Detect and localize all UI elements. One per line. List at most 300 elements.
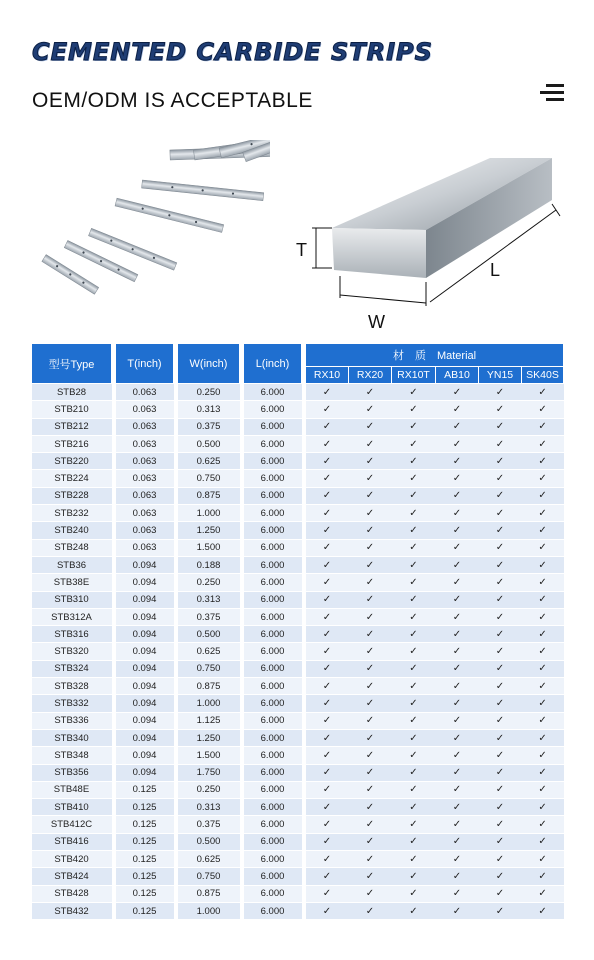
type-cell: STB336 [32,712,112,729]
material-check-cell: ✓ [349,574,392,591]
t-cell: 0.063 [116,487,174,504]
type-cell: STB248 [32,539,112,556]
l-cell: 6.000 [244,902,302,919]
w-cell: 0.313 [178,401,240,418]
w-cell: 0.875 [178,885,240,902]
material-check-cell: ✓ [349,799,392,816]
w-cell: 0.500 [178,435,240,452]
material-check-cell: ✓ [479,781,522,798]
material-check-cell: ✓ [522,418,564,435]
w-cell: 1.125 [178,712,240,729]
type-cell: STB420 [32,851,112,868]
type-cell: STB432 [32,902,112,919]
material-check-cell: ✓ [349,401,392,418]
t-cell: 0.125 [116,902,174,919]
material-check-cell: ✓ [436,401,479,418]
type-cell: STB316 [32,626,112,643]
material-check-cell: ✓ [306,608,349,625]
material-check-cell: ✓ [522,833,564,850]
w-cell: 0.375 [178,608,240,625]
material-check-cell: ✓ [522,384,564,401]
material-check-cell: ✓ [349,764,392,781]
material-check-cell: ✓ [479,764,522,781]
material-check-cell: ✓ [392,539,436,556]
material-check-cell: ✓ [392,868,436,885]
material-check-cell: ✓ [522,470,564,487]
material-check-cell: ✓ [436,626,479,643]
material-check-cell: ✓ [306,781,349,798]
l-cell: 6.000 [244,591,302,608]
col-header-t: T(inch) [116,344,174,384]
material-check-cell: ✓ [522,729,564,746]
material-check-cell: ✓ [522,799,564,816]
w-cell: 0.625 [178,851,240,868]
type-cell: STB416 [32,833,112,850]
material-check-cell: ✓ [522,678,564,695]
table-row [32,868,564,885]
l-cell: 6.000 [244,729,302,746]
material-check-cell: ✓ [349,729,392,746]
material-check-cell: ✓ [392,505,436,522]
type-cell: STB212 [32,418,112,435]
type-cell: STB28 [32,384,112,401]
material-check-cell: ✓ [479,608,522,625]
table-row [32,626,564,643]
table-row [32,695,564,712]
material-check-cell: ✓ [479,851,522,868]
material-check-cell: ✓ [479,678,522,695]
t-cell: 0.094 [116,608,174,625]
material-check-cell: ✓ [436,729,479,746]
material-check-cell: ✓ [349,678,392,695]
w-cell: 0.875 [178,487,240,504]
t-cell: 0.094 [116,626,174,643]
material-check-cell: ✓ [479,902,522,919]
material-check-cell: ✓ [479,868,522,885]
material-check-cell: ✓ [392,695,436,712]
w-cell: 0.250 [178,384,240,401]
l-cell: 6.000 [244,833,302,850]
t-cell: 0.094 [116,712,174,729]
table-row [32,678,564,695]
table-row [32,608,564,625]
material-check-cell: ✓ [349,885,392,902]
material-check-cell: ✓ [392,816,436,833]
material-check-cell: ✓ [436,608,479,625]
t-cell: 0.094 [116,556,174,573]
material-check-cell: ✓ [522,574,564,591]
material-check-cell: ✓ [306,505,349,522]
material-check-cell: ✓ [392,487,436,504]
material-check-cell: ✓ [306,453,349,470]
w-cell: 0.500 [178,833,240,850]
material-check-cell: ✓ [349,868,392,885]
l-cell: 6.000 [244,453,302,470]
col-header-type: 型号Type [32,344,112,384]
l-cell: 6.000 [244,574,302,591]
material-check-cell: ✓ [306,435,349,452]
type-cell: STB216 [32,435,112,452]
table-row [32,833,564,850]
material-check-cell: ✓ [436,505,479,522]
l-cell: 6.000 [244,660,302,677]
material-check-cell: ✓ [522,695,564,712]
l-cell: 6.000 [244,868,302,885]
material-check-cell: ✓ [479,401,522,418]
table-row [32,816,564,833]
t-cell: 0.063 [116,453,174,470]
type-cell: STB340 [32,729,112,746]
material-check-cell: ✓ [479,712,522,729]
material-check-cell: ✓ [436,453,479,470]
w-cell: 0.625 [178,643,240,660]
material-check-cell: ✓ [392,781,436,798]
table-row [32,747,564,764]
material-check-cell: ✓ [392,626,436,643]
w-cell: 0.250 [178,781,240,798]
material-check-cell: ✓ [306,626,349,643]
l-cell: 6.000 [244,781,302,798]
material-check-cell: ✓ [479,799,522,816]
material-check-cell: ✓ [479,539,522,556]
w-cell: 0.750 [178,470,240,487]
material-check-cell: ✓ [479,695,522,712]
w-cell: 1.000 [178,505,240,522]
table-row [32,539,564,556]
material-check-cell: ✓ [522,626,564,643]
material-check-cell: ✓ [392,384,436,401]
w-cell: 1.250 [178,522,240,539]
material-check-cell: ✓ [392,902,436,919]
material-check-cell: ✓ [522,539,564,556]
material-check-cell: ✓ [436,885,479,902]
type-cell: STB332 [32,695,112,712]
dimension-t-label: T [296,240,307,260]
material-check-cell: ✓ [349,816,392,833]
table-row [32,505,564,522]
w-cell: 0.250 [178,574,240,591]
material-check-cell: ✓ [436,435,479,452]
material-check-cell: ✓ [306,816,349,833]
material-check-cell: ✓ [349,833,392,850]
material-check-cell: ✓ [479,660,522,677]
l-cell: 6.000 [244,643,302,660]
type-cell: STB320 [32,643,112,660]
material-check-cell: ✓ [522,643,564,660]
type-cell: STB328 [32,678,112,695]
material-check-cell: ✓ [522,453,564,470]
table-row [32,401,564,418]
material-check-cell: ✓ [436,678,479,695]
t-cell: 0.125 [116,851,174,868]
material-check-cell: ✓ [306,470,349,487]
table-row [32,435,564,452]
material-check-cell: ✓ [522,851,564,868]
material-check-cell: ✓ [479,418,522,435]
w-cell: 0.375 [178,816,240,833]
material-check-cell: ✓ [522,902,564,919]
l-cell: 6.000 [244,695,302,712]
material-check-cell: ✓ [479,747,522,764]
t-cell: 0.063 [116,401,174,418]
material-check-cell: ✓ [392,660,436,677]
material-check-cell: ✓ [306,660,349,677]
w-cell: 1.750 [178,764,240,781]
w-cell: 0.313 [178,591,240,608]
l-cell: 6.000 [244,539,302,556]
l-cell: 6.000 [244,885,302,902]
l-cell: 6.000 [244,556,302,573]
l-cell: 6.000 [244,384,302,401]
type-cell: STB348 [32,747,112,764]
table-row [32,591,564,608]
type-cell: STB38E [32,574,112,591]
material-check-cell: ✓ [436,556,479,573]
l-cell: 6.000 [244,487,302,504]
material-check-cell: ✓ [436,851,479,868]
table-row [32,522,564,539]
material-check-cell: ✓ [349,781,392,798]
material-check-cell: ✓ [392,522,436,539]
material-check-cell: ✓ [436,781,479,798]
strip-shape [142,180,264,201]
t-cell: 0.063 [116,505,174,522]
material-check-cell: ✓ [522,712,564,729]
l-cell: 6.000 [244,418,302,435]
material-header-5: SK40S [522,367,564,384]
l-cell: 6.000 [244,401,302,418]
l-cell: 6.000 [244,816,302,833]
material-check-cell: ✓ [522,608,564,625]
type-cell: STB428 [32,885,112,902]
col-header-l: L(inch) [244,344,302,384]
t-cell: 0.125 [116,781,174,798]
material-check-cell: ✓ [522,401,564,418]
material-check-cell: ✓ [349,418,392,435]
material-check-cell: ✓ [392,799,436,816]
material-check-cell: ✓ [479,435,522,452]
material-check-cell: ✓ [306,487,349,504]
type-cell: STB410 [32,799,112,816]
material-check-cell: ✓ [479,453,522,470]
t-cell: 0.125 [116,868,174,885]
material-check-cell: ✓ [479,384,522,401]
l-cell: 6.000 [244,851,302,868]
material-check-cell: ✓ [479,556,522,573]
material-check-cell: ✓ [436,539,479,556]
type-cell: STB356 [32,764,112,781]
type-cell: STB240 [32,522,112,539]
l-cell: 6.000 [244,522,302,539]
material-check-cell: ✓ [349,591,392,608]
material-check-cell: ✓ [479,574,522,591]
type-cell: STB48E [32,781,112,798]
material-check-cell: ✓ [392,608,436,625]
l-cell: 6.000 [244,470,302,487]
table-row [32,643,564,660]
material-check-cell: ✓ [522,781,564,798]
type-cell: STB424 [32,868,112,885]
w-cell: 0.188 [178,556,240,573]
l-cell: 6.000 [244,608,302,625]
t-cell: 0.094 [116,643,174,660]
table-row [32,729,564,746]
material-check-cell: ✓ [479,626,522,643]
table-row [32,851,564,868]
table-row [32,902,564,919]
material-check-cell: ✓ [479,470,522,487]
table-row [32,712,564,729]
material-check-cell: ✓ [436,591,479,608]
spec-table [31,343,564,920]
w-cell: 1.500 [178,747,240,764]
table-row [32,574,564,591]
material-check-cell: ✓ [349,556,392,573]
material-header-0: RX10 [306,367,349,384]
material-check-cell: ✓ [392,764,436,781]
material-check-cell: ✓ [306,851,349,868]
page-title: CEMENTED CARBIDE STRIPS [32,38,433,66]
material-check-cell: ✓ [392,729,436,746]
material-check-cell: ✓ [436,384,479,401]
t-cell: 0.125 [116,833,174,850]
material-check-cell: ✓ [349,522,392,539]
material-check-cell: ✓ [392,678,436,695]
dimension-l-label: L [490,260,501,280]
material-check-cell: ✓ [306,556,349,573]
t-cell: 0.094 [116,678,174,695]
material-check-cell: ✓ [349,608,392,625]
material-check-cell: ✓ [306,401,349,418]
t-cell: 0.063 [116,470,174,487]
t-cell: 0.063 [116,539,174,556]
t-cell: 0.094 [116,591,174,608]
material-check-cell: ✓ [479,885,522,902]
material-check-cell: ✓ [306,764,349,781]
material-header-4: YN15 [479,367,522,384]
type-cell: STB220 [32,453,112,470]
w-cell: 0.875 [178,678,240,695]
col-header-material: 材 质 Material [306,344,564,367]
material-check-cell: ✓ [479,522,522,539]
material-check-cell: ✓ [479,591,522,608]
t-cell: 0.094 [116,729,174,746]
table-row [32,453,564,470]
w-cell: 1.500 [178,539,240,556]
material-check-cell: ✓ [479,816,522,833]
l-cell: 6.000 [244,799,302,816]
table-row [32,885,564,902]
material-check-cell: ✓ [436,902,479,919]
material-check-cell: ✓ [349,384,392,401]
t-cell: 0.125 [116,885,174,902]
material-check-cell: ✓ [349,712,392,729]
material-header-1: RX20 [349,367,392,384]
material-check-cell: ✓ [306,729,349,746]
material-check-cell: ✓ [306,902,349,919]
material-check-cell: ✓ [349,747,392,764]
t-cell: 0.125 [116,816,174,833]
w-cell: 0.750 [178,868,240,885]
material-check-cell: ✓ [349,505,392,522]
material-check-cell: ✓ [392,453,436,470]
material-check-cell: ✓ [349,643,392,660]
material-check-cell: ✓ [349,470,392,487]
material-check-cell: ✓ [306,522,349,539]
t-cell: 0.063 [116,435,174,452]
material-check-cell: ✓ [392,643,436,660]
material-check-cell: ✓ [349,660,392,677]
t-cell: 0.063 [116,384,174,401]
material-check-cell: ✓ [479,833,522,850]
material-check-cell: ✓ [479,505,522,522]
strip-shape [42,255,99,295]
material-check-cell: ✓ [436,487,479,504]
material-check-cell: ✓ [436,695,479,712]
material-check-cell: ✓ [522,556,564,573]
material-check-cell: ✓ [479,643,522,660]
t-cell: 0.063 [116,522,174,539]
material-header-3: AB10 [436,367,479,384]
material-check-cell: ✓ [522,505,564,522]
table-row [32,781,564,798]
type-cell: STB228 [32,487,112,504]
material-check-cell: ✓ [392,574,436,591]
l-cell: 6.000 [244,678,302,695]
table-row [32,556,564,573]
material-check-cell: ✓ [522,816,564,833]
w-cell: 1.000 [178,695,240,712]
material-check-cell: ✓ [522,747,564,764]
t-cell: 0.125 [116,799,174,816]
type-cell: STB232 [32,505,112,522]
table-row [32,660,564,677]
dimension-w-label: W [368,312,385,332]
material-check-cell: ✓ [436,747,479,764]
material-check-cell: ✓ [522,868,564,885]
w-cell: 0.750 [178,660,240,677]
material-check-cell: ✓ [306,868,349,885]
strip-shape [115,198,224,232]
material-check-cell: ✓ [306,678,349,695]
material-check-cell: ✓ [349,695,392,712]
type-cell: STB412C [32,816,112,833]
material-check-cell: ✓ [306,384,349,401]
table-row [32,487,564,504]
material-check-cell: ✓ [436,712,479,729]
t-cell: 0.063 [116,418,174,435]
material-check-cell: ✓ [392,435,436,452]
w-cell: 0.500 [178,626,240,643]
material-check-cell: ✓ [392,401,436,418]
material-check-cell: ✓ [306,591,349,608]
material-check-cell: ✓ [522,885,564,902]
w-cell: 0.375 [178,418,240,435]
material-check-cell: ✓ [522,435,564,452]
material-check-cell: ✓ [349,487,392,504]
t-cell: 0.094 [116,764,174,781]
t-cell: 0.094 [116,574,174,591]
material-check-cell: ✓ [522,522,564,539]
t-cell: 0.094 [116,747,174,764]
table-row [32,384,564,401]
material-check-cell: ✓ [479,729,522,746]
material-check-cell: ✓ [479,487,522,504]
l-cell: 6.000 [244,764,302,781]
l-cell: 6.000 [244,747,302,764]
menu-icon[interactable] [540,84,564,102]
material-check-cell: ✓ [392,556,436,573]
